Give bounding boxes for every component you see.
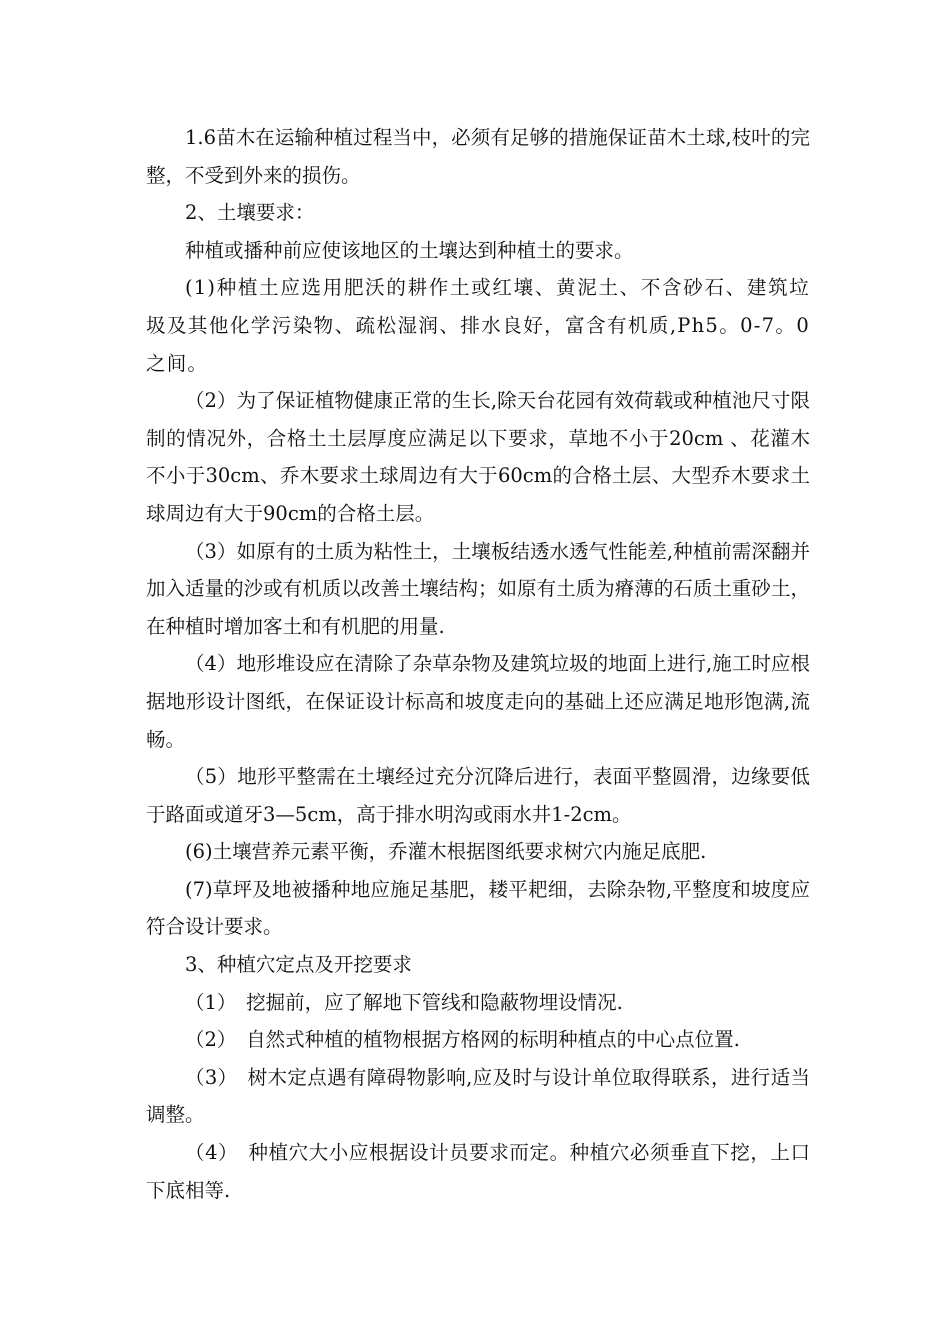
paragraph-pit-item-4: （4） 种植穴大小应根据设计员要求而定。种植穴必须垂直下挖，上口下底相等. [146,1141,810,1202]
paragraph-pit-item-2: （2） 自然式种植的植物根据方格网的标明种植点的中心点位置. [185,1028,740,1052]
paragraph-seedling-transport: 1.6苗木在运输种植过程当中，必须有足够的措施保证苗木土球,枝叶的完整，不受到外来的损伤。 [146,126,810,187]
paragraph-pit-item-1: （1） 挖掘前，应了解地下管线和隐蔽物埋设情况. [185,990,623,1014]
paragraph-soil-item-5: （5）地形平整需在土壤经过充分沉降后进行，表面平整圆滑，边缘要低于路面或道牙3—5cm，高于排水明沟或雨水井1-2cm。 [146,765,810,826]
paragraph-soil-item-4: （4）地形堆设应在清除了杂草杂物及建筑垃圾的地面上进行,施工时应根据地形设计图纸，在保证设计标高和坡度走向的基础上还应满足地形饱满,流畅。 [146,652,810,751]
document-body [146,119,810,1209]
paragraph-soil-item-6: (6)土壤营养元素平衡，乔灌木根据图纸要求树穴内施足底肥. [185,840,707,864]
paragraph-soil-item-2: （2）为了保证植物健康正常的生长,除天台花园有效荷载或种植池尺寸限制的情况外，合格土土层厚度应满足以下要求，草地不小于20cm 、花灌木不小于30cm、乔木要求土球周边有大于60cm的合格土层、大型乔木要求土球周边有大于90cm的合格土层。 [146,389,810,525]
heading-planting-pit: 3、种植穴定点及开挖要求 [185,953,412,977]
paragraph-soil-item-1: (1)种植土应选用肥沃的耕作土或红壤、黄泥土、不含砂石、建筑垃圾及其他化学污染物、疏松湿润、排水良好，富含有机质,Ph5。0-7。0之间。 [146,276,810,375]
paragraph-soil-item-7: (7)草坪及地被播种地应施足基肥，耧平耙细，去除杂物,平整度和坡度应符合设计要求。 [146,877,810,939]
paragraph-soil-item-3: （3）如原有的土质为粘性土，土壤板结透水透气性能差,种植前需深翻并加入适量的沙或有机质以改善土壤结构；如原有土质为瘠薄的石质土重砂土，在种植时增加客土和有机肥的用量. [146,539,810,638]
paragraph-soil-intro: 种植或播种前应使该地区的土壤达到种植土的要求。 [185,238,634,262]
paragraph-pit-item-3: （3） 树木定点遇有障碍物影响,应及时与设计单位取得联系，进行适当调整。 [146,1065,810,1127]
heading-soil-requirements: 2、土壤要求： [185,201,315,225]
